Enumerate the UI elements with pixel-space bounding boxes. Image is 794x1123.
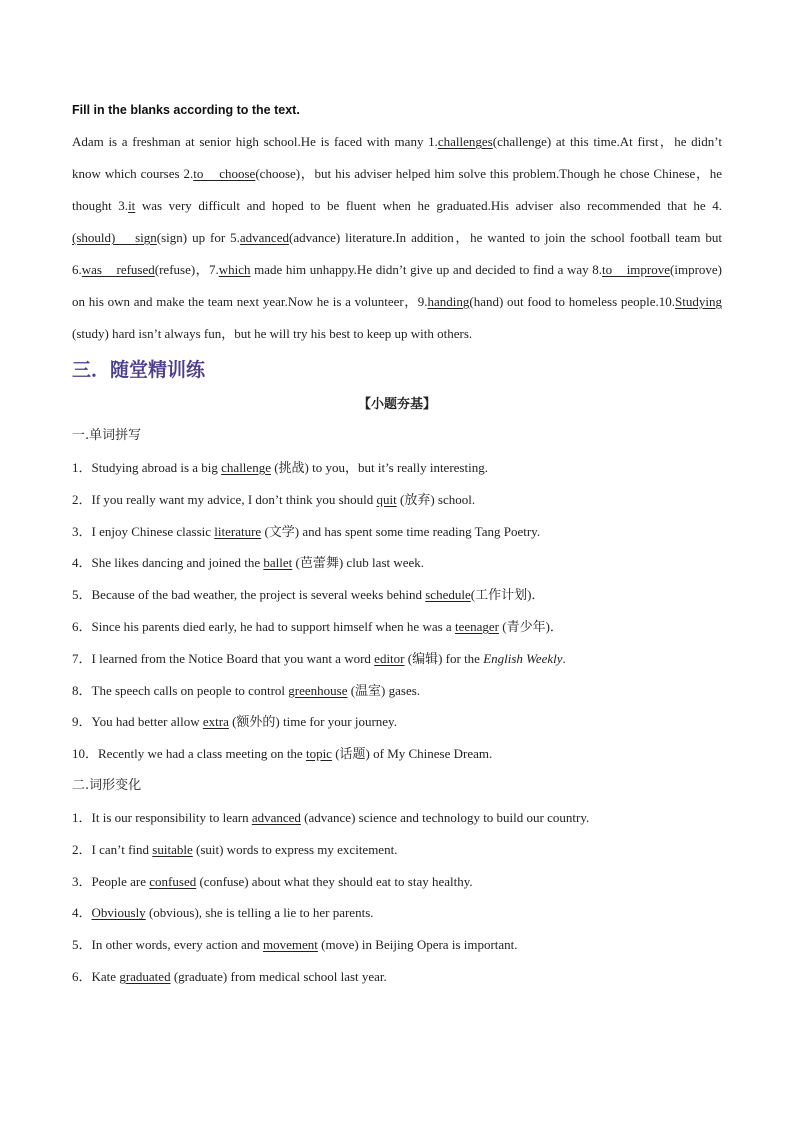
item-text: (obvious), she is telling a lie to her parents. — [145, 905, 374, 921]
part2-list — [72, 802, 722, 993]
passage-text: Adam is a freshman at senior high school.He is faced with many 1. — [72, 134, 438, 149]
item-number: 6． — [72, 618, 92, 634]
answer-blank: to improve — [602, 262, 671, 277]
list-item — [72, 484, 722, 516]
item-text: I can’t find — [91, 841, 153, 857]
passage-text: (study) hard isn’t always fun，but he will try his best to keep up with others. — [72, 326, 473, 341]
item-number: 9． — [72, 714, 92, 730]
item-italic-text: English Weekly — [483, 650, 563, 666]
item-text: I enjoy Chinese classic — [91, 523, 215, 539]
answer-blank: advanced — [239, 230, 289, 245]
item-number: 1． — [72, 460, 92, 475]
answer-blank: Studying — [675, 294, 722, 309]
item-text: (编辑) for the — [404, 650, 484, 666]
item-text: (advance) science and technology to build our country. — [300, 809, 590, 825]
item-text: The speech calls on people to control — [91, 682, 289, 698]
fill-blanks-title: Fill in the blanks according to the text. — [72, 103, 300, 117]
passage-text: (hand) out food to homeless people.10. — [469, 294, 676, 309]
answer-blank: Obviously — [91, 905, 146, 921]
answer-blank: was refused — [81, 262, 155, 277]
item-number: 7． — [72, 650, 92, 666]
item-text: (话题) of My Chinese Dream. — [331, 746, 493, 762]
section-title: 三．随堂精训练 — [72, 359, 206, 381]
item-text: (挑战) to you，but it’s really interesting. — [270, 460, 488, 475]
item-number: 8． — [72, 682, 92, 698]
answer-blank: graduated — [119, 968, 171, 984]
answer-blank: confused — [149, 873, 197, 889]
part1-title: 一.单词拼写 — [72, 428, 142, 443]
answer-blank: quit — [376, 491, 397, 507]
answer-blank: topic — [305, 746, 332, 762]
exercise-title: 【小题夯基】 — [357, 397, 436, 412]
passage-text: (refuse)，7. — [154, 262, 219, 277]
passage-text: (advance) literature.In addition，he wanted to join the school football team but 6. — [72, 230, 722, 277]
list-item — [72, 802, 722, 834]
item-text: In other words, every action and — [91, 937, 263, 953]
item-number: 2． — [72, 491, 92, 507]
part2-title: 二.词形变化 — [72, 777, 142, 793]
answer-blank: challenge — [221, 460, 271, 475]
list-item — [72, 516, 722, 548]
passage-text: (improve) on his own and make the team next year.Now he is a volunteer，9. — [72, 262, 722, 309]
item-text: Since his parents died early, he had to support himself when he was a — [91, 618, 455, 634]
passage — [72, 126, 722, 350]
list-item — [72, 929, 722, 961]
list-item — [72, 738, 722, 770]
item-text: You had better allow — [91, 714, 203, 730]
item-number: 1． — [72, 809, 92, 825]
list-item — [72, 547, 722, 579]
list-item — [72, 579, 722, 611]
item-text: . — [562, 650, 566, 666]
list-item — [72, 834, 722, 866]
item-text: (青少年)． — [498, 618, 563, 634]
item-number: 6． — [72, 968, 92, 984]
list-item — [72, 452, 722, 484]
list-item — [72, 611, 722, 643]
part1-list — [72, 452, 722, 770]
answer-blank: greenhouse — [288, 682, 348, 698]
answer-blank: it — [128, 198, 136, 213]
item-number: 3． — [72, 523, 92, 539]
item-text: Recently we had a class meeting on the — [98, 746, 306, 762]
item-text: (额外的) time for your journey. — [228, 714, 397, 730]
item-text: (温室) gases. — [347, 682, 421, 698]
list-item — [72, 961, 722, 993]
item-text: People are — [91, 873, 150, 889]
passage-text: (sign) up for 5. — [156, 230, 240, 245]
item-text: She likes dancing and joined the — [91, 555, 264, 571]
item-text: (move) in Beijing Opera is important. — [317, 937, 518, 953]
item-number: 5． — [72, 937, 92, 953]
item-text: Kate — [91, 968, 120, 984]
answer-blank: which — [218, 262, 251, 277]
answer-blank: movement — [263, 937, 318, 953]
answer-blank: extra — [202, 714, 229, 730]
answer-blank: handing — [427, 294, 470, 309]
answer-blank: editor — [374, 650, 405, 666]
item-text: (confuse) about what they should eat to stay healthy. — [196, 873, 473, 889]
item-number: 3． — [72, 873, 92, 889]
item-text: (工作计划)． — [470, 587, 545, 603]
list-item — [72, 866, 722, 898]
item-number: 4． — [72, 905, 92, 921]
item-text: (suit) words to express my excitement. — [192, 841, 398, 857]
item-text: (芭蕾舞) club last week. — [292, 555, 425, 571]
item-text: Studying abroad is a big — [91, 460, 222, 475]
item-text: (graduate) from medical school last year. — [170, 968, 387, 984]
item-text: I learned from the Notice Board that you want a word — [91, 650, 375, 666]
answer-blank: literature — [214, 523, 262, 539]
answer-blank: advanced — [251, 809, 301, 825]
item-number: 5． — [72, 587, 92, 603]
item-text: (文学) and has spent some time reading Tang Poetry. — [261, 523, 541, 539]
answer-blank: suitable — [152, 841, 193, 857]
passage-text: (challenge) at this time.At first，he didn’t know which courses 2. — [72, 134, 722, 181]
answer-blank: ballet — [263, 555, 293, 571]
item-number: 4． — [72, 555, 92, 571]
passage-text: was very difficult and hoped to be fluent when he graduated.His adviser also recommended that he 4. — [135, 198, 722, 213]
list-item — [72, 706, 722, 738]
answer-blank: schedule — [425, 587, 471, 603]
content-area — [72, 100, 722, 993]
item-number: 2． — [72, 841, 92, 857]
item-text: If you really want my advice, I don’t think you should — [91, 491, 377, 507]
passage-text: made him unhappy.He didn’t give up and decided to find a way 8. — [250, 262, 603, 277]
answer-blank: to choose — [193, 166, 256, 181]
item-text: (放弃) school. — [396, 491, 476, 507]
item-text: Because of the bad weather, the project is several weeks behind — [91, 587, 426, 603]
item-text: It is our responsibility to learn — [91, 809, 252, 825]
answer-blank: teenager — [454, 618, 499, 634]
answer-blank: (should) sign — [72, 230, 157, 245]
list-item — [72, 897, 722, 929]
answer-blank: challenges — [437, 134, 493, 149]
item-number: 10． — [72, 746, 99, 762]
list-item — [72, 643, 722, 675]
passage-text: (choose)，but his adviser helped him solve this problem.Though he chose Chinese，he thought 3. — [72, 166, 722, 213]
list-item — [72, 675, 722, 707]
